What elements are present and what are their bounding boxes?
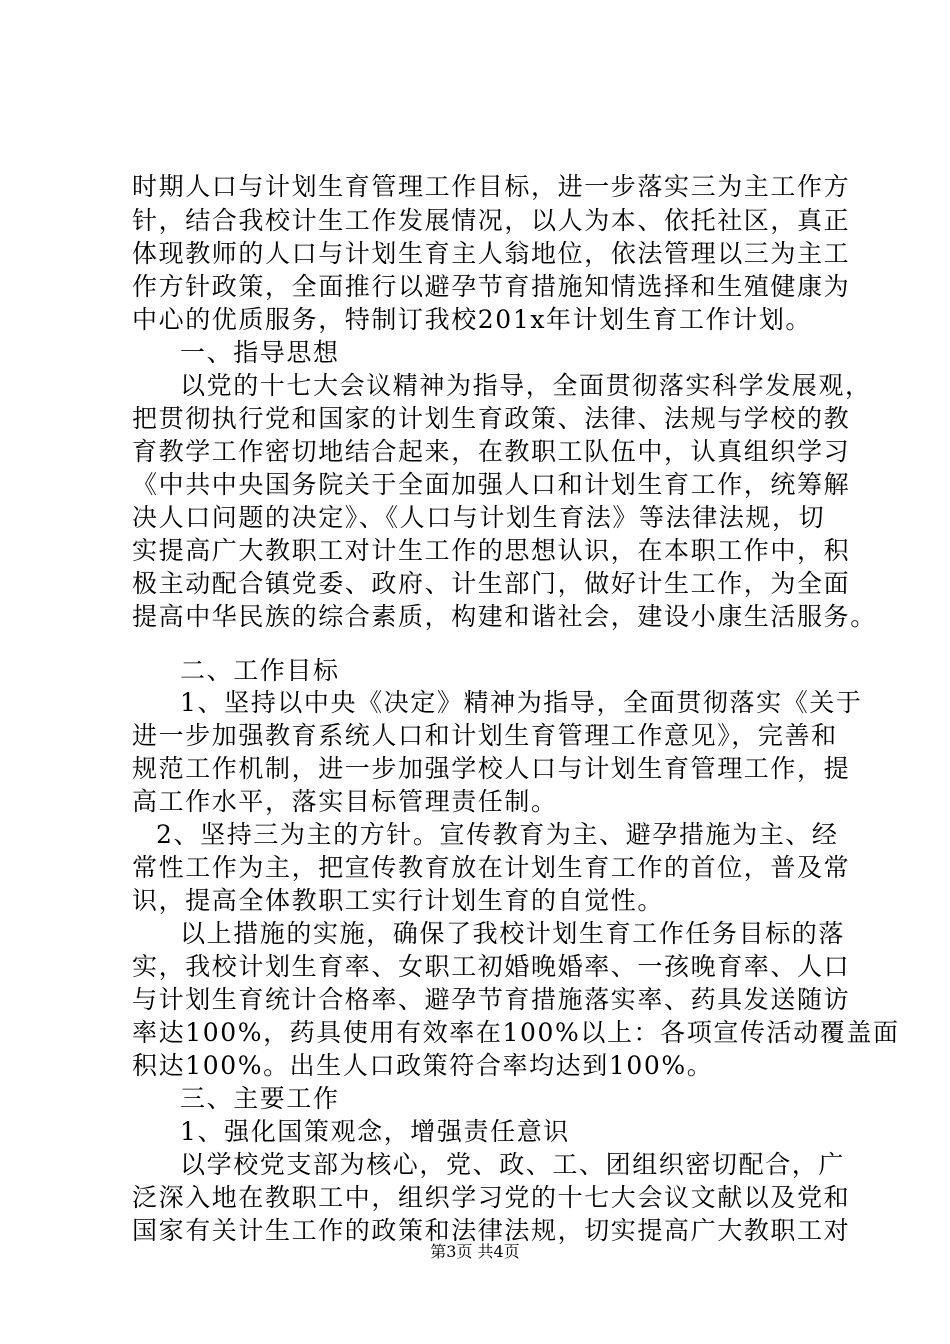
text-line: 针，结合我校计生工作发展情况，以人为本、依托社区，真正 (132, 206, 851, 235)
text-line: 规范工作机制，进一步加强学校人口与计划生育管理工作，提 (132, 754, 851, 783)
text-line: 以上措施的实施，确保了我校计划生育工作任务目标的落 (180, 919, 846, 948)
text-line: 积达100%。出生人口政策符合率均达到100%。 (132, 1051, 714, 1080)
text-line: 决人口问题的决定》、《人口与计划生育法》等法律法规，切 (132, 503, 826, 532)
section-heading: 三、主要工作 (180, 1084, 340, 1113)
text-line: 识，提高全体教职工实行计划生育的自觉性。 (132, 886, 665, 915)
text-line: 《中共中央国务院关于全面加强人口和计划生育工作，统筹解 (132, 470, 851, 499)
page-number: 第3页 共4页 (430, 1242, 520, 1261)
subsection-heading: 1、强化国策观念，增强责任意识 (180, 1117, 570, 1146)
section-heading: 一、指导思想 (180, 338, 340, 367)
text-line: 把贯彻执行党和国家的计划生育政策、法律、法规与学校的教 (132, 404, 851, 433)
text-line: 率达100%，药具使用有效率在100%以上：各项宣传活动覆盖面 (132, 1018, 900, 1047)
text-line: 2、坚持三为主的方针。宣传教育为主、避孕措施为主、经 (156, 820, 839, 849)
text-line: 泛深入地在教职工中，组织学习党的十七大会议文献以及党和 (132, 1183, 851, 1212)
text-line: 国家有关计生工作的政策和法律法规，切实提高广大教职工对 (132, 1216, 851, 1245)
text-line: 提高中华民族的综合素质，构建和谐社会，建设小康生活服务。 (132, 602, 877, 631)
text-line: 1、坚持以中央《决定》精神为指导，全面贯彻落实《关于 (180, 688, 863, 717)
text-line: 常性工作为主，把宣传教育放在计划生育工作的首位，普及常 (132, 853, 851, 882)
text-line: 高工作水平，落实目标管理责任制。 (132, 787, 558, 816)
text-line: 体现教师的人口与计划生育主人翁地位，依法管理以三为主工 (132, 239, 851, 268)
text-line: 实提高广大教职工对计生工作的思想认识，在本职工作中，积 (132, 536, 851, 565)
text-line: 育教学工作密切地结合起来，在教职工队伍中，认真组织学习 (132, 437, 851, 466)
text-line: 以学校党支部为核心，党、政、工、团组织密切配合，广 (180, 1150, 846, 1179)
text-line: 极主动配合镇党委、政府、计生部门，做好计生工作，为全面 (132, 569, 851, 598)
text-line: 与计划生育统计合格率、避孕节育措施落实率、药具发送随访 (132, 985, 851, 1014)
text-line: 作方针政策，全面推行以避孕节育措施知情选择和生殖健康为 (132, 272, 851, 301)
text-line: 中心的优质服务，特制订我校201x年计划生育工作计划。 (132, 305, 813, 334)
text-line: 实，我校计划生育率、女职工初婚晚婚率、一孩晚育率、人口 (132, 952, 851, 981)
text-line: 进一步加强教育系统人口和计划生育管理工作意见》，完善和 (132, 721, 838, 750)
text-line: 时期人口与计划生育管理工作目标，进一步落实三为主工作方 (132, 172, 851, 201)
text-line: 以党的十七大会议精神为指导，全面贯彻落实科学发展观， (180, 371, 872, 400)
section-heading: 二、工作目标 (180, 656, 340, 685)
